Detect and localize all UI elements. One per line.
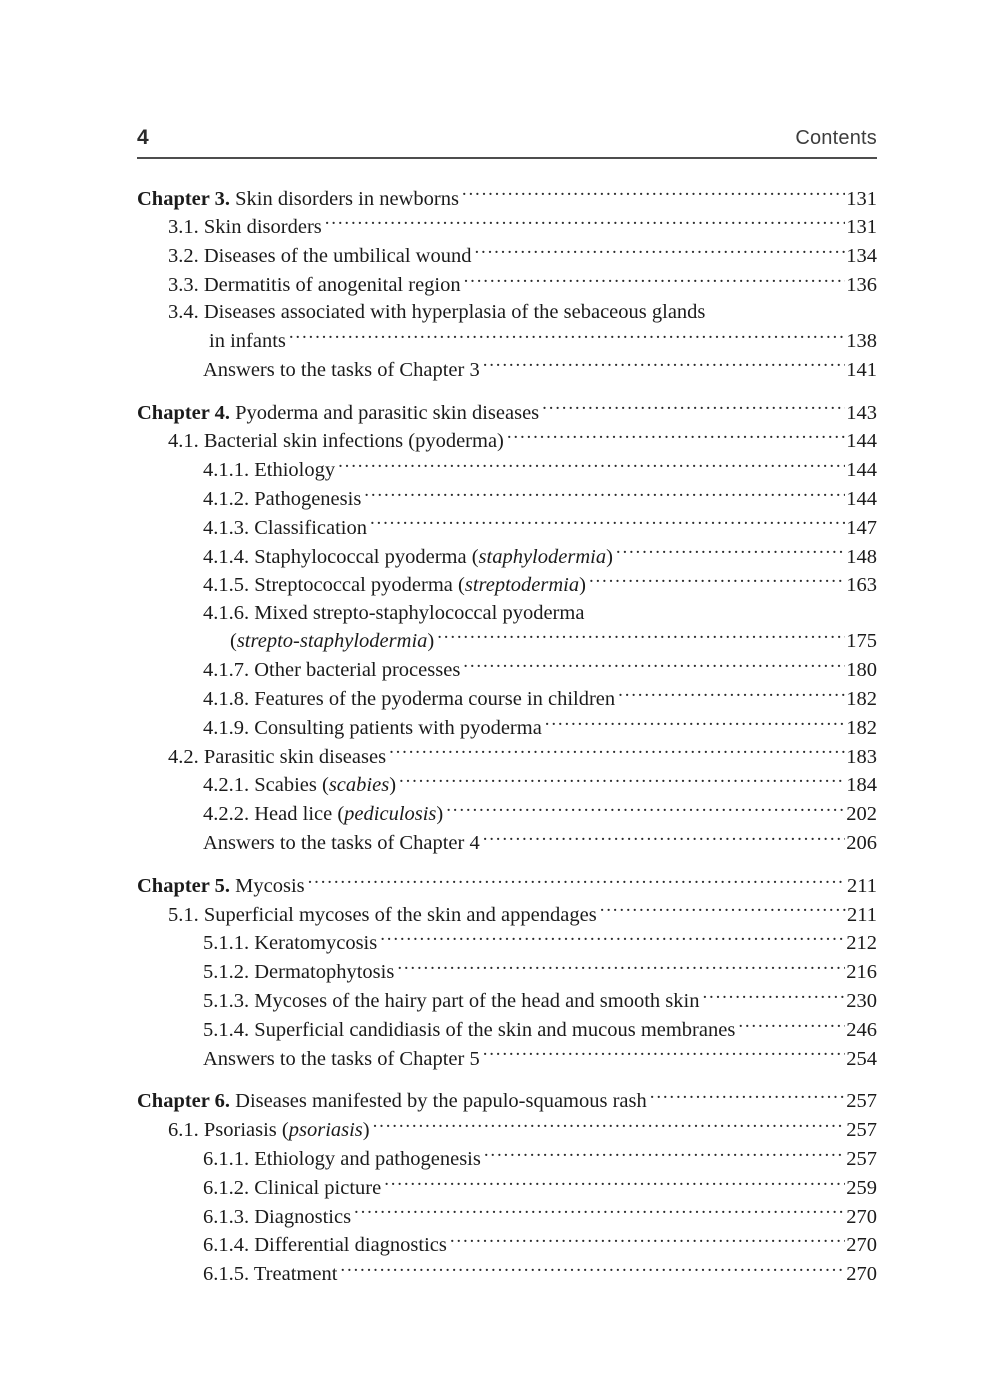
- toc-entry-text: in infants: [209, 329, 286, 352]
- toc-entry: [137, 213, 877, 242]
- dot-leader: [444, 800, 845, 821]
- toc-page-number: 270: [846, 1234, 877, 1257]
- dot-leader: [352, 1202, 845, 1223]
- dot-leader: [614, 542, 845, 563]
- toc-page-number: 163: [846, 574, 877, 597]
- toc-entry: [137, 656, 877, 685]
- toc-entry: [137, 513, 877, 542]
- toc-page-number: 211: [847, 903, 877, 926]
- dot-leader: [448, 1231, 845, 1252]
- running-head: [137, 126, 877, 159]
- toc-entry-text: 4.2.1. Scabies (scabies): [203, 774, 397, 797]
- toc-page-number: 144: [846, 430, 877, 453]
- dot-leader: [462, 270, 846, 291]
- toc-entry: [137, 829, 877, 858]
- toc-entry-text: 4.1. Bacterial skin infections (pyoderma): [168, 430, 504, 453]
- toc-entry-text: 6.1.5. Treatment: [203, 1263, 338, 1286]
- toc-entry-text: 6.1.4. Differential diagnostics: [203, 1234, 447, 1257]
- toc-entry: [137, 685, 877, 714]
- dot-leader: [338, 1260, 845, 1281]
- toc-entry-text: 3.3. Dermatitis of anogenital region: [168, 273, 461, 296]
- toc-page-number: 141: [846, 358, 877, 381]
- toc-entry: [137, 771, 877, 800]
- dot-leader: [481, 829, 846, 850]
- toc-page-number: 202: [846, 803, 877, 826]
- toc-entry-text: 5.1. Superficial mycoses of the skin and appendages: [168, 903, 597, 926]
- toc-entry-text: 6.1.2. Clinical picture: [203, 1176, 382, 1199]
- toc-entry-text: (strepto-staphylodermia): [230, 630, 435, 653]
- toc-entry: [137, 713, 877, 742]
- toc-entry-text: 4.1.3. Classification: [203, 516, 367, 539]
- toc-page-number: 270: [846, 1263, 877, 1286]
- dot-leader: [323, 213, 846, 234]
- dot-leader: [371, 1116, 846, 1137]
- toc-page-number: 131: [846, 187, 877, 210]
- dot-leader: [540, 398, 845, 419]
- toc-page-number: 259: [846, 1176, 877, 1199]
- toc-page-number: 246: [846, 1018, 877, 1041]
- toc-entry: [137, 987, 877, 1016]
- toc-page-number: 183: [846, 745, 877, 768]
- toc-page-number: 182: [846, 688, 877, 711]
- toc-entry-text: 5.1.4. Superficial candidiasis of the skin and mucous membranes: [203, 1018, 736, 1041]
- toc-entry-text: 4.1.2. Pathogenesis: [203, 487, 362, 510]
- dot-leader: [616, 685, 845, 706]
- toc-entry-text: 3.1. Skin disorders: [168, 216, 322, 239]
- header-title: Contents: [795, 127, 877, 149]
- dot-leader: [543, 713, 845, 734]
- toc-entry: [137, 1231, 877, 1260]
- dot-leader: [306, 871, 846, 892]
- toc-entry: [137, 1044, 877, 1073]
- dot-leader: [472, 242, 845, 263]
- toc-page-number: 270: [846, 1205, 877, 1228]
- dot-leader: [387, 742, 845, 763]
- toc-entry-text: 4.1.8. Features of the pyoderma course in children: [203, 688, 616, 711]
- toc-entry: [137, 1202, 877, 1231]
- toc-entry: [137, 600, 877, 627]
- toc-entry-text: 5.1.3. Mycoses of the hairy part of the head and smooth skin: [203, 990, 700, 1013]
- toc-entry-text: 6.1.1. Ethiology and pathogenesis: [203, 1148, 481, 1170]
- toc-entry: [137, 184, 877, 213]
- toc-page-number: 144: [846, 487, 877, 510]
- dot-leader: [481, 1044, 846, 1065]
- toc-entry: [137, 958, 877, 987]
- toc-entry: [137, 398, 877, 427]
- toc-entry: [137, 900, 877, 929]
- dot-leader: [481, 355, 846, 376]
- toc-entry-text: Chapter 4. Pyoderma and parasitic skin diseases: [137, 401, 540, 424]
- dot-leader: [736, 1015, 845, 1036]
- toc-entry-text: 4.1.5. Streptococcal pyoderma (streptodermia): [203, 574, 586, 597]
- toc-page-number: 175: [846, 630, 877, 653]
- dot-leader: [482, 1145, 845, 1166]
- dot-leader: [598, 900, 846, 921]
- toc-entry: [137, 326, 877, 355]
- toc-entry-text: 4.1.6. Mixed strepto-staphylococcal pyoderma: [203, 601, 585, 624]
- toc-entry: [137, 627, 877, 656]
- toc-page-number: 254: [846, 1047, 877, 1070]
- toc-page-number: 143: [846, 401, 877, 424]
- toc-entry-text: 4.2. Parasitic skin diseases: [168, 745, 387, 768]
- toc-entry-text: 5.1.2. Dermatophytosis: [203, 961, 395, 984]
- toc-entry: [137, 742, 877, 771]
- toc-entry-text: Chapter 6. Diseases manifested by the papulo-squamous rash: [137, 1090, 647, 1113]
- toc-entry: [137, 1260, 877, 1289]
- toc-entry-text: 4.1.9. Consulting patients with pyoderma: [203, 716, 542, 739]
- toc-entry-text: Answers to the tasks of Chapter 3: [203, 358, 480, 381]
- toc-entry-text: Chapter 5. Mycosis: [137, 874, 305, 897]
- toc-page-number: 211: [847, 874, 877, 897]
- toc-page-number: 216: [846, 961, 877, 984]
- toc-entry-text: 3.4. Diseases associated with hyperplasia of the sebaceous glands: [168, 301, 706, 324]
- toc-entry-text: 3.2. Diseases of the umbilical wound: [168, 245, 472, 268]
- toc-entry: [137, 1173, 877, 1202]
- page-number: 4: [137, 126, 149, 149]
- toc-page-number: 136: [846, 273, 877, 296]
- dot-leader: [648, 1087, 845, 1108]
- toc-entry-text: Answers to the tasks of Chapter 5: [203, 1047, 480, 1070]
- toc-page-number: 257: [846, 1090, 877, 1113]
- toc-entry-text: 4.1.1. Ethiology: [203, 459, 336, 482]
- toc-page-number: 257: [846, 1119, 877, 1142]
- toc-page-number: 131: [846, 216, 877, 239]
- toc-entry-text: Answers to the tasks of Chapter 4: [203, 832, 480, 855]
- toc-entry-text: 4.1.7. Other bacterial processes: [203, 659, 461, 682]
- dot-leader: [287, 326, 845, 347]
- toc-entry: [137, 1116, 877, 1145]
- toc-entry: [137, 1087, 877, 1116]
- dot-leader: [378, 929, 845, 950]
- table-of-contents: [137, 184, 877, 1288]
- toc-entry: [137, 299, 877, 326]
- toc-entry: [137, 800, 877, 829]
- toc-entry-text: 5.1.1. Keratomycosis: [203, 932, 378, 955]
- dot-leader: [461, 656, 845, 677]
- dot-leader: [336, 456, 845, 477]
- dot-leader: [362, 484, 845, 505]
- toc-entry: [137, 270, 877, 299]
- dot-leader: [397, 771, 845, 792]
- dot-leader: [395, 958, 845, 979]
- toc-page-number: 138: [846, 329, 877, 352]
- toc-entry: [137, 571, 877, 600]
- toc-page-number: 148: [846, 545, 877, 568]
- toc-entry-text: 6.1.3. Diagnostics: [203, 1205, 352, 1228]
- toc-entry: [137, 929, 877, 958]
- toc-entry: [137, 1015, 877, 1044]
- dot-leader: [460, 184, 845, 205]
- toc-entry: [137, 242, 877, 271]
- dot-leader: [435, 627, 845, 648]
- toc-entry: [137, 1145, 877, 1174]
- toc-entry-text: 6.1. Psoriasis (psoriasis): [168, 1119, 370, 1142]
- toc-page-number: 257: [846, 1148, 877, 1170]
- toc-entry: [137, 871, 877, 900]
- toc-entry: [137, 355, 877, 384]
- toc-page-number: 212: [846, 932, 877, 955]
- toc-page-number: 182: [846, 716, 877, 739]
- toc-entry-text: Chapter 3. Skin disorders in newborns: [137, 187, 459, 210]
- dot-leader: [587, 571, 845, 592]
- toc-entry: [137, 427, 877, 456]
- toc-entry: [137, 484, 877, 513]
- toc-page-number: 184: [846, 774, 877, 797]
- toc-entry: [137, 456, 877, 485]
- toc-entry-text: 4.1.4. Staphylococcal pyoderma (staphylodermia): [203, 545, 613, 568]
- toc-entry: [137, 542, 877, 571]
- dot-leader: [382, 1173, 845, 1194]
- dot-leader: [368, 513, 845, 534]
- toc-page-number: 134: [846, 245, 877, 268]
- dot-leader: [700, 987, 845, 1008]
- toc-page-number: 144: [846, 459, 877, 482]
- toc-page-number: 206: [846, 832, 877, 855]
- toc-page-number: 147: [846, 516, 877, 539]
- dot-leader: [505, 427, 845, 448]
- toc-page-number: 230: [846, 990, 877, 1013]
- toc-entry-text: 4.2.2. Head lice (pediculosis): [203, 803, 444, 826]
- toc-page-number: 180: [846, 659, 877, 682]
